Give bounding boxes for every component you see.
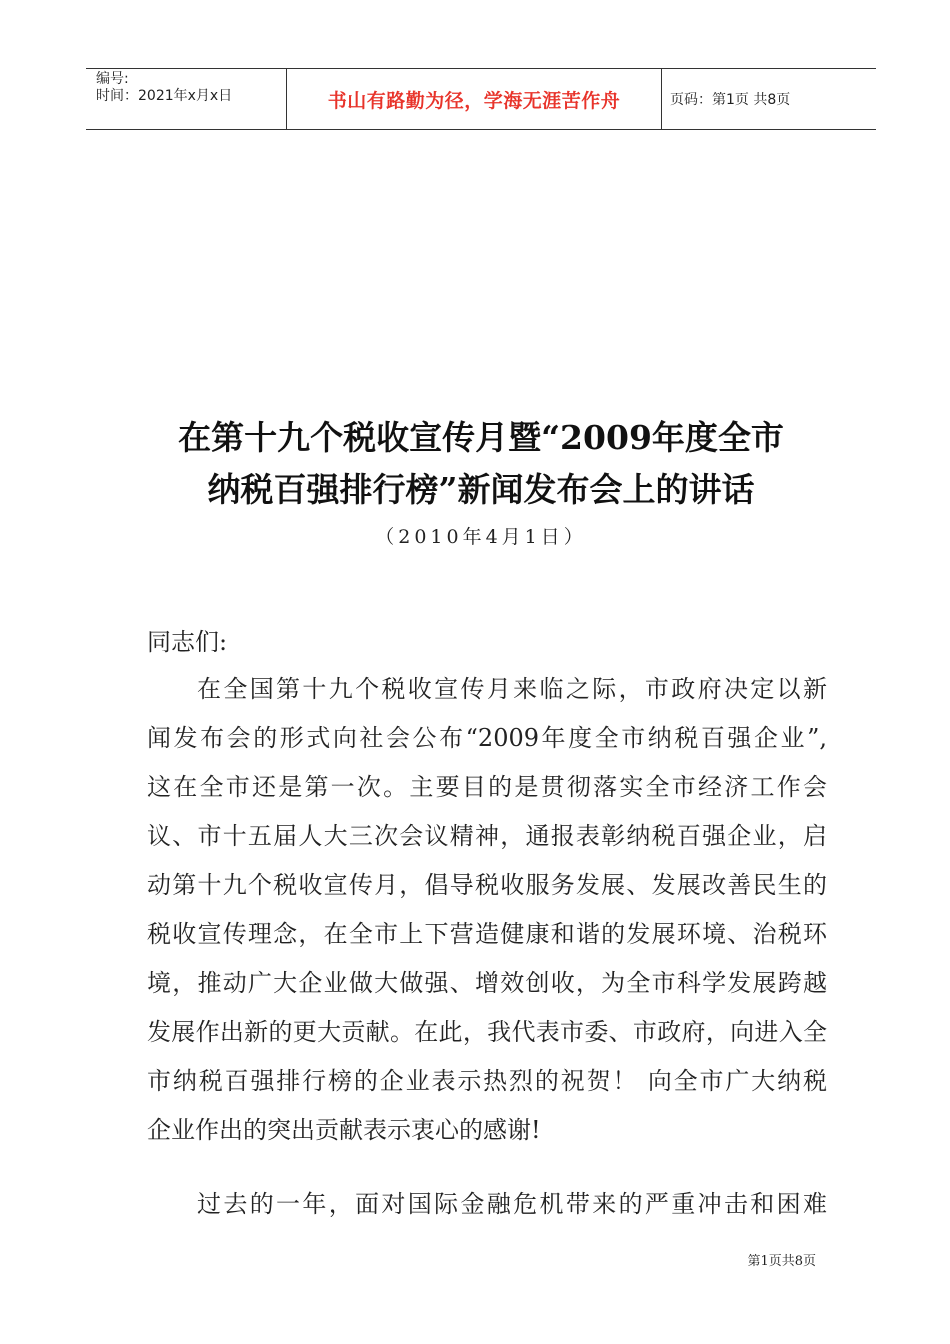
paragraph-line: 闻发布会的形式向社会公布“2009年度全市纳税百强企业”, <box>147 724 827 752</box>
paragraph-2 <box>147 1180 827 1229</box>
header-page-info: 页码：第1页 共8页 <box>670 92 791 108</box>
document-date: （2010年4月1日） <box>375 526 587 548</box>
document-header <box>86 68 876 130</box>
header-time-label: 时间：2021年x月x日 <box>96 88 233 104</box>
greeting: 同志们: <box>147 628 228 656</box>
paragraph-line: 企业作出的突出贡献表示衷心的感谢! <box>147 1116 541 1144</box>
paragraph-line: 过去的一年，面对国际金融危机带来的严重冲击和困难 <box>197 1190 827 1218</box>
header-number-label: 编号: <box>96 71 129 87</box>
paragraph-line: 这在全市还是第一次。主要目的是贯彻落实全市经济工作会 <box>147 773 827 801</box>
paragraph-line: 税收宣传理念，在全市上下营造健康和谐的发展环境、治税环 <box>147 920 827 948</box>
title-line-2: 纳税百强排行榜”新闻发布会上的讲话 <box>207 470 755 509</box>
header-motto: 书山有路勤为径，学海无涯苦作舟 <box>287 69 662 129</box>
paragraph-line: 境，推动广大企业做大做强、增效创收，为全市科学发展跨越 <box>147 969 827 997</box>
paragraph-line: 在全国第十九个税收宣传月来临之际，市政府决定以新 <box>197 675 827 703</box>
title-line-1: 在第十九个税收宣传月暨“2009年度全市 <box>178 418 784 457</box>
footer-page-info: 第1页共8页 <box>747 1254 816 1269</box>
paragraph-line: 发展作出新的更大贡献。在此，我代表市委、市政府，向进入全 <box>147 1018 827 1046</box>
paragraph-line: 议、市十五届人大三次会议精神，通报表彰纳税百强企业，启 <box>147 822 827 850</box>
paragraph-line: 动第十九个税收宣传月，倡导税收服务发展、发展改善民生的 <box>147 871 827 899</box>
paragraph-line: 市纳税百强排行榜的企业表示热烈的祝贺！ 向全市广大纳税 <box>147 1067 827 1095</box>
header-meta-cell <box>86 69 287 129</box>
document-title <box>86 412 876 516</box>
paragraph-1 <box>147 665 827 1155</box>
